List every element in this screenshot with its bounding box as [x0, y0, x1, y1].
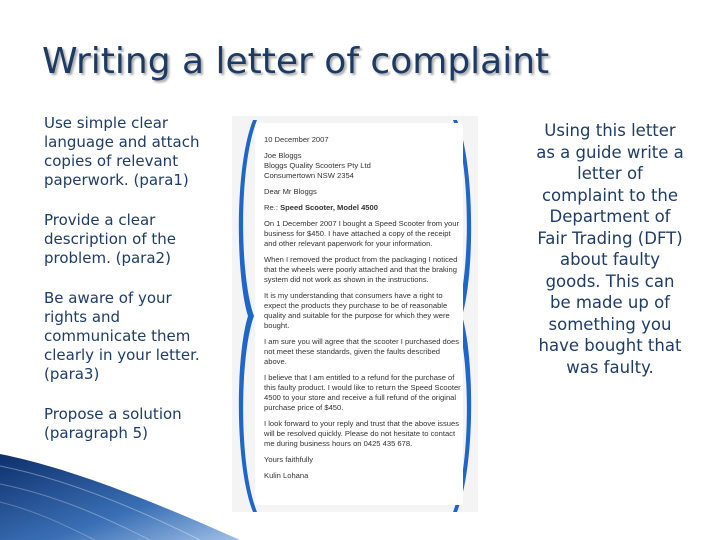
letter-paragraph-3: It is my understanding that consumers have a right to expect the products they purchase to be of reasonable quality and suitable for the purpose for which they were bought.	[264, 291, 450, 330]
tip-item: Provide a clear description of the problem. (para2)	[44, 211, 177, 267]
letter-paragraph-2: When I removed the product from the packaging I noticed that the wheels were poorly attached and that the braking system did not work as shown in the instructions.	[264, 255, 458, 284]
letter-closing: Yours faithfully	[264, 455, 314, 464]
tips-list	[44, 114, 214, 464]
letter-paragraph-1: On 1 December 2007 I bought a Speed Scooter from your business for $450. I have attached a copy of the receipt and other relevant paperwork for your information.	[264, 219, 460, 248]
letter-paragraph-4: I am sure you will agree that the scooter I purchased does not meet these standards, given the faults described above.	[264, 337, 460, 366]
letter-re-line	[264, 203, 462, 213]
letter-recipient-name: Joe Bloggs	[264, 151, 302, 160]
letter-salutation: Dear Mr Bloggs	[264, 187, 317, 196]
letter-re-label: Re.:	[264, 203, 278, 212]
tip-item: Use simple clear language and attach copies of relevant paperwork. (para1)	[44, 114, 200, 189]
letter-date: 10 December 2007	[264, 135, 329, 144]
corner-swoosh-decoration	[0, 440, 240, 540]
letter-re-subject: Speed Scooter, Model 4500	[280, 203, 378, 212]
sample-letter	[255, 123, 463, 505]
letter-paragraph-6: I look forward to your reply and trust that the above issues will be resolved quickly. Please do not hesitate to contact me during business hours on 0425 435 678.	[264, 419, 460, 448]
letter-recipient-company: Bloggs Quality Scooters Pty Ltd	[264, 161, 371, 170]
tip-item: Be aware of your rights and communicate them clearly in your letter. (para3)	[44, 289, 200, 383]
task-instructions: Using this letter as a guide write a letter of complaint to the Department of Fair Trading (DFT) about faulty goods. This can be made up of something you have bought that was faulty.	[536, 121, 684, 377]
tip-item: Propose a solution (paragraph 5)	[44, 405, 182, 442]
letter-recipient-address: Consumertown NSW 2354	[264, 171, 354, 180]
letter-paragraph-5: I believe that I am entitled to a refund for the purchase of this faulty product. I would like to return the Speed Scooter 4500 to your store and receive a full refund of the original purchase price of $450.	[264, 373, 461, 412]
letter-signature: Kulin Lohana	[264, 471, 309, 480]
slide-title: Writing a letter of complaint	[42, 41, 550, 82]
